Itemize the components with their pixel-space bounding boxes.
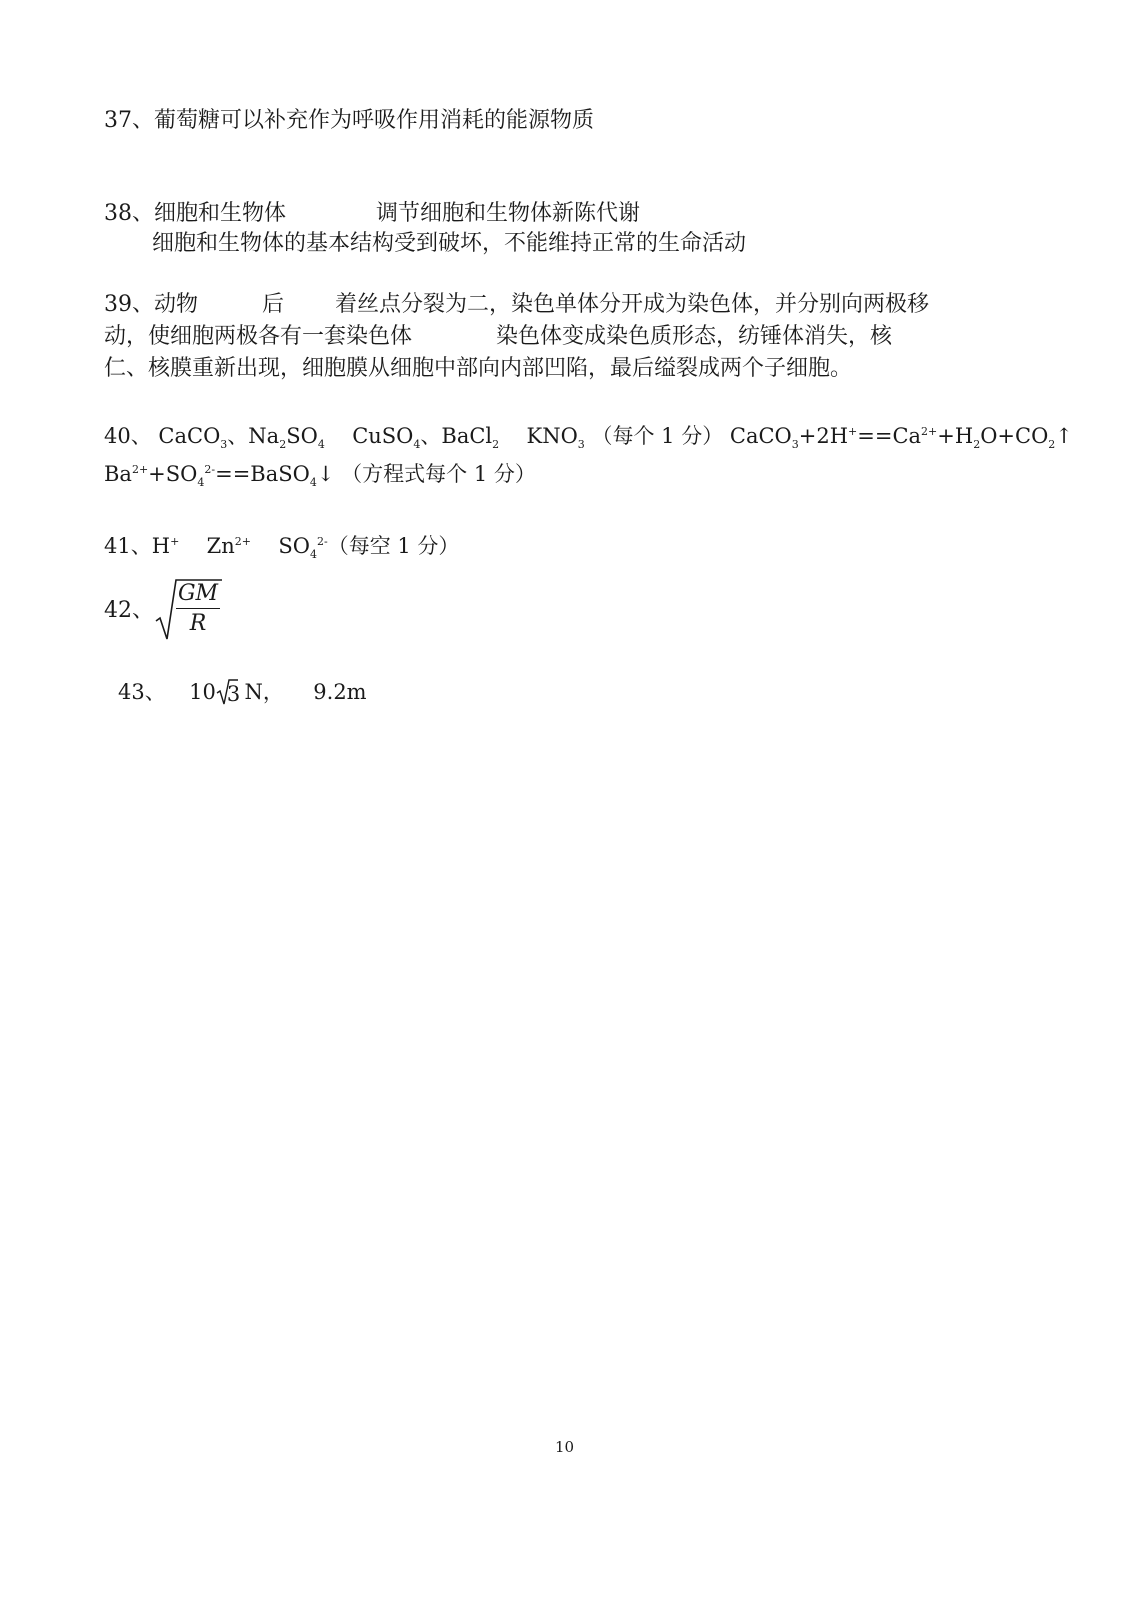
answer-43-coef: 10 xyxy=(189,680,216,704)
answer-40-line2 xyxy=(104,459,536,489)
equation-2: $Ba^{2+}+SO_4^{2-}==BaSO_4↓$ xyxy=(104,462,335,490)
ion-zn: $Zn^{2+}$ xyxy=(206,534,251,558)
numerator: GM xyxy=(177,581,219,606)
answer-41 xyxy=(104,531,459,561)
formula-cuso4: CuSO$_4$ xyxy=(352,424,421,452)
equation-1: $CaCO_3+2H^+==Ca^{2+}+H_2O+CO_2↑$ xyxy=(729,424,1073,452)
answer-37 xyxy=(104,106,594,136)
separator: 、 xyxy=(227,424,249,448)
answer-38-line2: 细胞和生物体的基本结构受到破坏，不能维持正常的生命活动 xyxy=(152,231,747,256)
denominator: R xyxy=(189,611,207,636)
answer-43-value2: 9.2m xyxy=(313,680,367,704)
answer-42 xyxy=(104,596,154,626)
answer-39-line2b: 染色体变成染色质形态，纺锤体消失，核 xyxy=(496,324,893,349)
answer-40-number: 40、 xyxy=(104,424,152,448)
separator: 、 xyxy=(420,424,442,448)
answer-39-line3: 仁、核膜重新出现，细胞膜从细胞中部向内部凹陷，最后缢裂成两个子细胞。 xyxy=(104,356,853,381)
answer-40-line1 xyxy=(104,421,1073,451)
answer-37-number: 37、 xyxy=(104,108,154,133)
answer-41-note: （每空 1 分） xyxy=(327,534,460,558)
answer-40-note2: （方程式每个 1 分） xyxy=(341,462,536,486)
up-arrow-icon: ↑ xyxy=(1055,424,1073,448)
down-arrow-icon: ↓ xyxy=(316,462,335,486)
answer-42-number: 42、 xyxy=(104,598,154,623)
formula-na2so4: $Na_2SO_4$ xyxy=(248,424,325,452)
answer-41-number: 41、 xyxy=(104,534,152,558)
formula-kno3: $KNO_3$ xyxy=(526,424,585,452)
sqrt-3 xyxy=(216,680,241,708)
answer-39-line2a: 动，使细胞两极各有一套染色体 xyxy=(104,324,413,349)
answer-39-a3: 着丝点分裂为二，染色单体分开成为染色体，并分别向两极移 xyxy=(335,292,930,317)
ion-so4: $SO_4^{2-}$ xyxy=(278,534,328,562)
ion-h: H+ xyxy=(151,534,180,558)
answer-43-unit: N， xyxy=(244,680,284,704)
formula-caco3: CaCO$_3$ xyxy=(158,424,228,452)
answer-43-number: 43、 xyxy=(118,680,166,704)
answer-39-line2 xyxy=(104,322,892,352)
answer-39-a1: 动物 xyxy=(154,292,199,317)
page-number: 10 xyxy=(554,1438,575,1456)
answer-37-text: 葡萄糖可以补充作为呼吸作用消耗的能源物质 xyxy=(154,108,595,133)
answer-38-part1: 细胞和生物体 xyxy=(154,201,287,226)
answer-39-line1 xyxy=(104,290,929,320)
answer-39-a2: 后 xyxy=(262,292,285,317)
fraction-bar xyxy=(176,608,220,609)
formula-bacl2: BaCl$_2$ xyxy=(441,424,500,452)
radicand: 3 xyxy=(226,681,241,706)
answer-38-part2: 调节细胞和生物体新陈代谢 xyxy=(376,201,641,226)
sqrt-gm-over-r xyxy=(154,577,224,641)
answer-40-note1: （每个 1 分） xyxy=(591,424,724,448)
answer-38-line1 xyxy=(104,199,640,229)
answer-38-number: 38、 xyxy=(104,201,154,226)
answer-39-number: 39、 xyxy=(104,292,154,317)
answer-43 xyxy=(118,677,367,708)
